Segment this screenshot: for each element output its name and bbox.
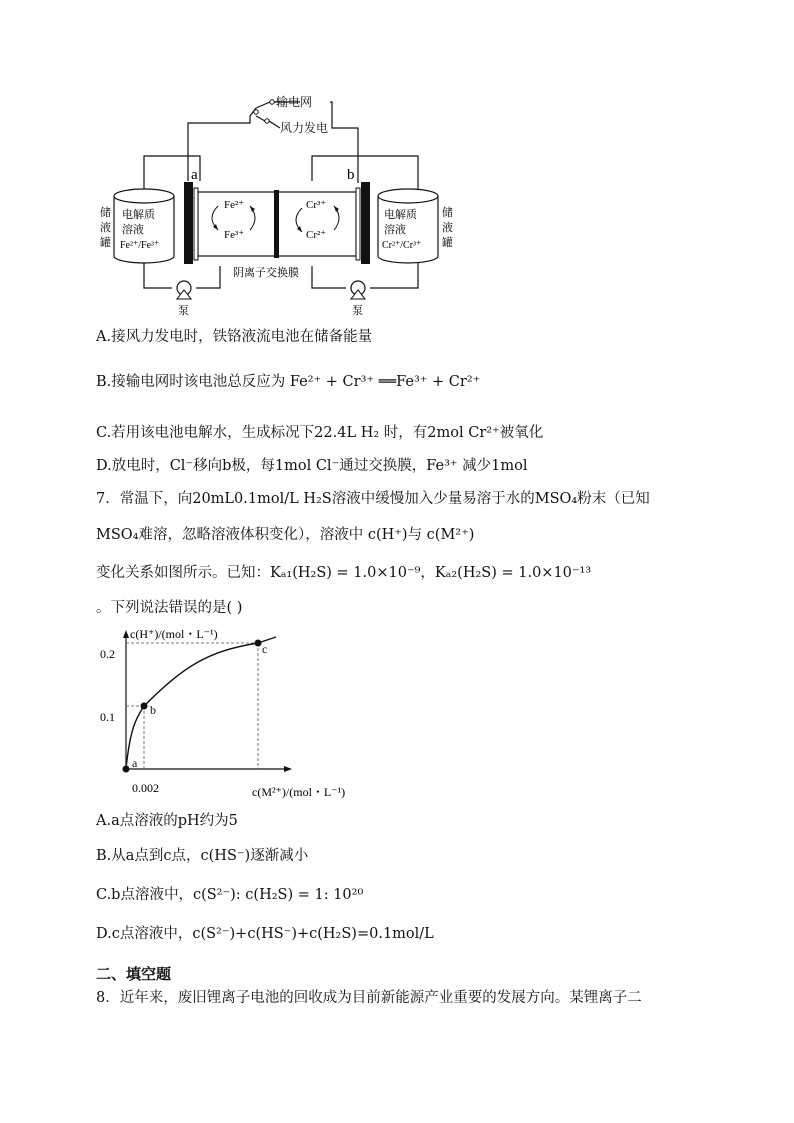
- chart-point-c: [255, 640, 262, 647]
- chart-series-curve: [126, 637, 276, 769]
- tank-right-side-3: 罐: [442, 237, 453, 249]
- cell-left-bottom-ion: Fe³⁺: [224, 229, 245, 241]
- q7-option-c: C.b点溶液中，c(S²⁻): c(H₂S) = 1: 10²⁰: [96, 887, 364, 903]
- tank-right-line2: 溶液: [384, 224, 406, 236]
- chart-point-b: [141, 703, 148, 710]
- electrode-b: [361, 182, 370, 264]
- chart-point-label-a: a: [132, 756, 138, 770]
- q7-stem-line3: 变化关系如图所示。已知：Kₐ₁(H₂S) = 1.0×10⁻⁹，Kₐ₂(H₂S) = 1.0×10⁻¹³: [96, 565, 592, 581]
- chart-xtick-0.002: 0.002: [132, 781, 159, 795]
- tank-right-side-2: 液: [442, 222, 453, 234]
- tank-left-side-3: 罐: [100, 237, 111, 249]
- switch-contact-grid: [270, 100, 274, 104]
- chart-point-a: [123, 766, 130, 773]
- switch-wind-label: 风力发电: [280, 121, 329, 135]
- q7-stem-line4: 。下列说法错误的是( ): [96, 600, 243, 616]
- anion-exchange-membrane: [274, 190, 279, 258]
- tank-left-side-2: 液: [100, 222, 111, 234]
- electrode-a-label: a: [191, 167, 198, 183]
- electrode-a: [184, 182, 193, 264]
- q7-option-b: B.从a点到c点，c(HS⁻)逐渐减小: [96, 848, 309, 864]
- pump-right-icon: [351, 281, 365, 299]
- q7-option-d: D.c点溶液中，c(S²⁻)+c(HS⁻)+c(H₂S)=0.1mol/L: [96, 926, 434, 942]
- chart-x-axis-arrow: [284, 766, 292, 772]
- pump-left-icon: [177, 281, 191, 299]
- switch-grid-label: 输电网: [276, 95, 313, 109]
- membrane-label: 阴离子交换膜: [233, 267, 299, 279]
- chart-y-axis-arrow: [123, 630, 129, 638]
- chart-point-label-b: b: [150, 703, 156, 717]
- flow-battery-diagram: [100, 88, 480, 320]
- pump-left-label: 泵: [178, 305, 189, 317]
- q6-option-c: C.若用该电池电解水，生成标况下22.4L H₂ 时，有2mol Cr²⁺被氧化: [96, 425, 544, 441]
- chart-x-axis-label: c(M²⁺)/(mol・L⁻¹): [252, 785, 346, 799]
- cell-left-top-ion: Fe²⁺: [224, 199, 245, 211]
- switch-contact-wind: [265, 119, 269, 123]
- q6-option-b: B.接输电网时该电池总反应为 Fe²⁺ + Cr³⁺ ══Fe³⁺ + Cr²⁺: [96, 374, 481, 390]
- tank-right-line3: Cr²⁺/Cr³⁺: [382, 240, 422, 251]
- pump-right-label: 泵: [352, 305, 363, 317]
- q8-stem-line1: 8．近年来，废旧锂离子电池的回收成为目前新能源产业重要的发展方向。某锂离子二: [96, 990, 642, 1006]
- q6-option-a: A.接风力发电时，铁铬液流电池在储备能量: [96, 329, 373, 345]
- tank-left-line3: Fe²⁺/Fe³⁺: [120, 240, 160, 251]
- tank-left-line1: 电解质: [122, 209, 155, 221]
- chart-ytick-0.1: 0.1: [100, 710, 115, 724]
- cell-right-top-ion: Cr³⁺: [306, 199, 327, 211]
- cell-right-bottom-ion: Cr²⁺: [306, 229, 327, 241]
- q7-stem-line2: MSO₄难溶，忽略溶液体积变化），溶液中 c(H⁺)与 c(M²⁺): [96, 527, 475, 543]
- tank-left-line2: 溶液: [122, 224, 144, 236]
- ch-curve-chart: [96, 624, 376, 808]
- electrode-b-label: b: [347, 167, 355, 183]
- q6-option-d: D.放电时，Cl⁻移向b极，每1mol Cl⁻通过交换膜，Fe³⁺ 减少1mol: [96, 458, 528, 474]
- section-heading: 二、填空题: [96, 965, 172, 983]
- chart-y-axis-label: c(H⁺)/(mol・L⁻¹): [130, 627, 218, 641]
- tank-right-side-1: 储: [442, 207, 453, 219]
- q7-stem-line1: 7．常温下，向20mL0.1mol/L H₂S溶液中缓慢加入少量易溶于水的MSO₄粉末（已知: [96, 491, 650, 507]
- chart-point-label-c: c: [262, 642, 268, 656]
- chart-ytick-0.2: 0.2: [100, 647, 115, 661]
- q7-option-a: A.a点溶液的pH约为5: [96, 813, 238, 829]
- tank-left-side-1: 储: [100, 207, 111, 219]
- tank-right-line1: 电解质: [384, 209, 417, 221]
